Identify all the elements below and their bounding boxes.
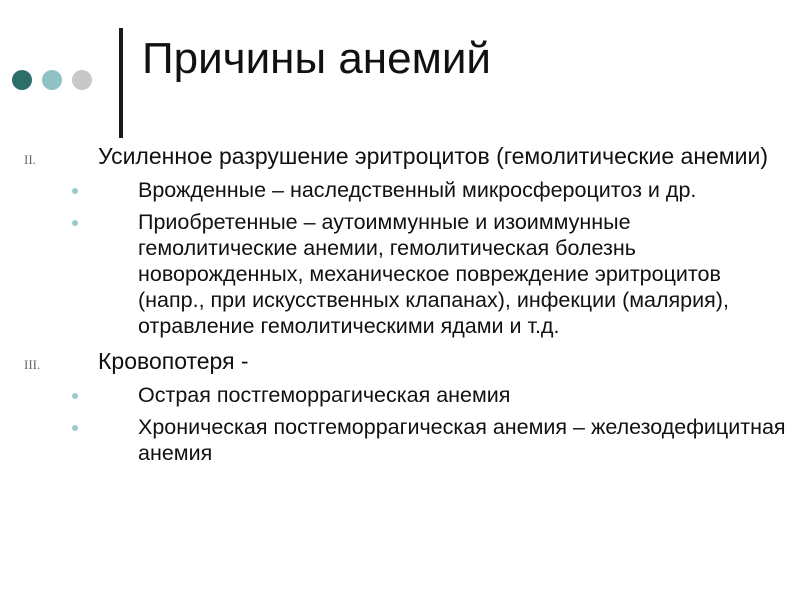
list-item (138, 209, 788, 339)
section-numeral: III. (24, 357, 41, 372)
section-hemolysis (0, 142, 800, 339)
list-item-text: Хроническая постгеморрагическая анемия – железодефицитная анемия (138, 415, 786, 465)
section-blood-loss (0, 347, 800, 466)
list-item-text: Врожденные – наследственный микросфероцитоз и др. (138, 178, 697, 202)
dot-gray-icon (72, 70, 92, 90)
list-item (138, 177, 788, 203)
section-heading: Кровопотеря - (98, 348, 249, 374)
slide-title: Причины анемий (142, 34, 491, 83)
dot-dark-icon (12, 70, 32, 90)
decorative-dots (12, 70, 92, 90)
list-item (138, 414, 788, 466)
bullet-icon (72, 188, 78, 194)
list-item-text: Приобретенные – аутоиммунные и изоиммунные гемолитические анемии, гемолитическая болезнь новорожденных, механическое повреждение эритроцитов (напр., при искусственных клапанах), инфекции (малярия), отравление гемолитическими ядами и т.д. (138, 210, 729, 338)
slide-content (0, 142, 800, 466)
section-heading: Усиленное разрушение эритроцитов (гемолитические анемии) (98, 143, 768, 169)
bullet-icon (72, 393, 78, 399)
section-numeral: II. (24, 152, 36, 167)
list-item-text: Острая постгеморрагическая анемия (138, 383, 511, 407)
list-item (138, 382, 788, 408)
title-divider (119, 28, 123, 138)
bullet-icon (72, 425, 78, 431)
bullet-icon (72, 220, 78, 226)
dot-teal-icon (42, 70, 62, 90)
